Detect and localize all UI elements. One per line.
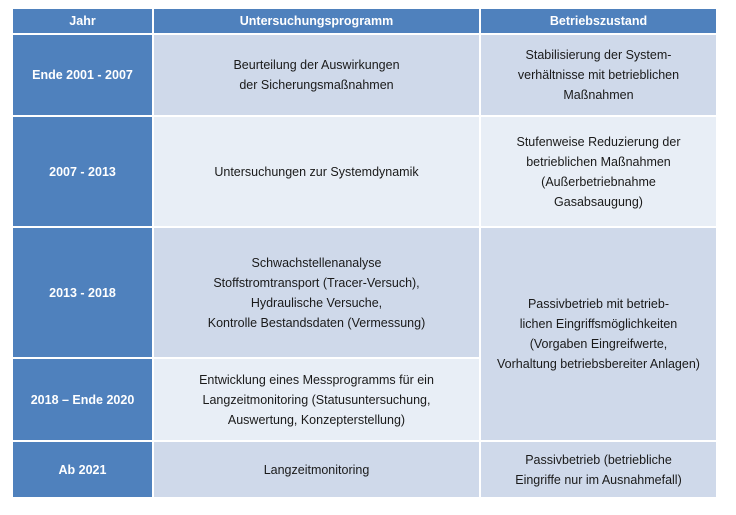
row-5-zustand-line: Eingriffe nur im Ausnahmefall) (515, 472, 682, 487)
row-4-programm (154, 359, 481, 442)
row-5-programm-line: Langzeitmonitoring (263, 462, 370, 477)
row-3-zustand-line: (Vorgaben Eingreifwerte, (529, 337, 668, 351)
schedule-table (13, 9, 716, 499)
row-1-zustand-line: Stabilisierung der System- (525, 48, 672, 62)
row-3-zustand-line: Vorhaltung betriebsbereiter Anlagen) (497, 357, 700, 371)
row-3-programm-line: Stoffstromtransport (Tracer-Versuch), (213, 275, 420, 290)
row-3-zustand-line: lichen Eingriffsmöglichkeiten (519, 317, 678, 331)
row-4-jahr: 2018 – Ende 2020 (13, 359, 154, 442)
row-5-programm (154, 442, 481, 497)
row-1-programm-line: Beurteilung der Auswirkungen (233, 58, 400, 72)
row-1-zustand (481, 35, 716, 117)
row-2-programm-line: Untersuchungen zur Systemdynamik (214, 164, 419, 179)
row-1-jahr: Ende 2001 - 2007 (13, 35, 154, 117)
row-3-zustand-line: Passivbetrieb mit betrieb- (527, 297, 669, 311)
row-2-jahr: 2007 - 2013 (13, 117, 154, 228)
row-4-programm-line: Langzeitmonitoring (Statusuntersuchung, (202, 392, 431, 407)
row-5-zustand-line: Passivbetrieb (betriebliche (525, 452, 672, 467)
row-2-zustand (481, 117, 716, 228)
row-1-zustand-line: verhältnisse mit betrieblichen (517, 68, 680, 82)
header-untersuchungsprogramm: Untersuchungsprogramm (154, 9, 481, 35)
row-4-programm-line: Entwicklung eines Messprogramms für ein (199, 372, 434, 387)
row-2-zustand-line: Gasabsaugung) (554, 194, 643, 209)
row-1-programm-line: der Sicherungsmaßnahmen (239, 78, 394, 92)
row-5-zustand (481, 442, 716, 497)
row-3-programm-line: Hydraulische Versuche, (250, 295, 383, 310)
row-3-programm-line: Kontrolle Bestandsdaten (Vermessung) (207, 315, 426, 330)
header-jahr: Jahr (13, 9, 154, 35)
row-2-zustand-line: (Außerbetriebnahme (541, 174, 656, 189)
row-2-zustand-line: betrieblichen Maßnahmen (526, 154, 671, 169)
row-3-4-zustand (481, 228, 716, 442)
row-3-programm (154, 228, 481, 359)
row-1-programm (154, 35, 481, 117)
row-1-zustand-line: Maßnahmen (563, 88, 634, 102)
row-5-jahr: Ab 2021 (13, 442, 154, 497)
row-2-zustand-line: Stufenweise Reduzierung der (516, 134, 681, 149)
row-2-programm (154, 117, 481, 228)
row-3-programm-line: Schwachstellenanalyse (251, 255, 382, 270)
row-4-programm-line: Auswertung, Konzepterstellung) (227, 412, 406, 427)
header-betriebszustand: Betriebszustand (481, 9, 716, 35)
row-3-jahr: 2013 - 2018 (13, 228, 154, 359)
